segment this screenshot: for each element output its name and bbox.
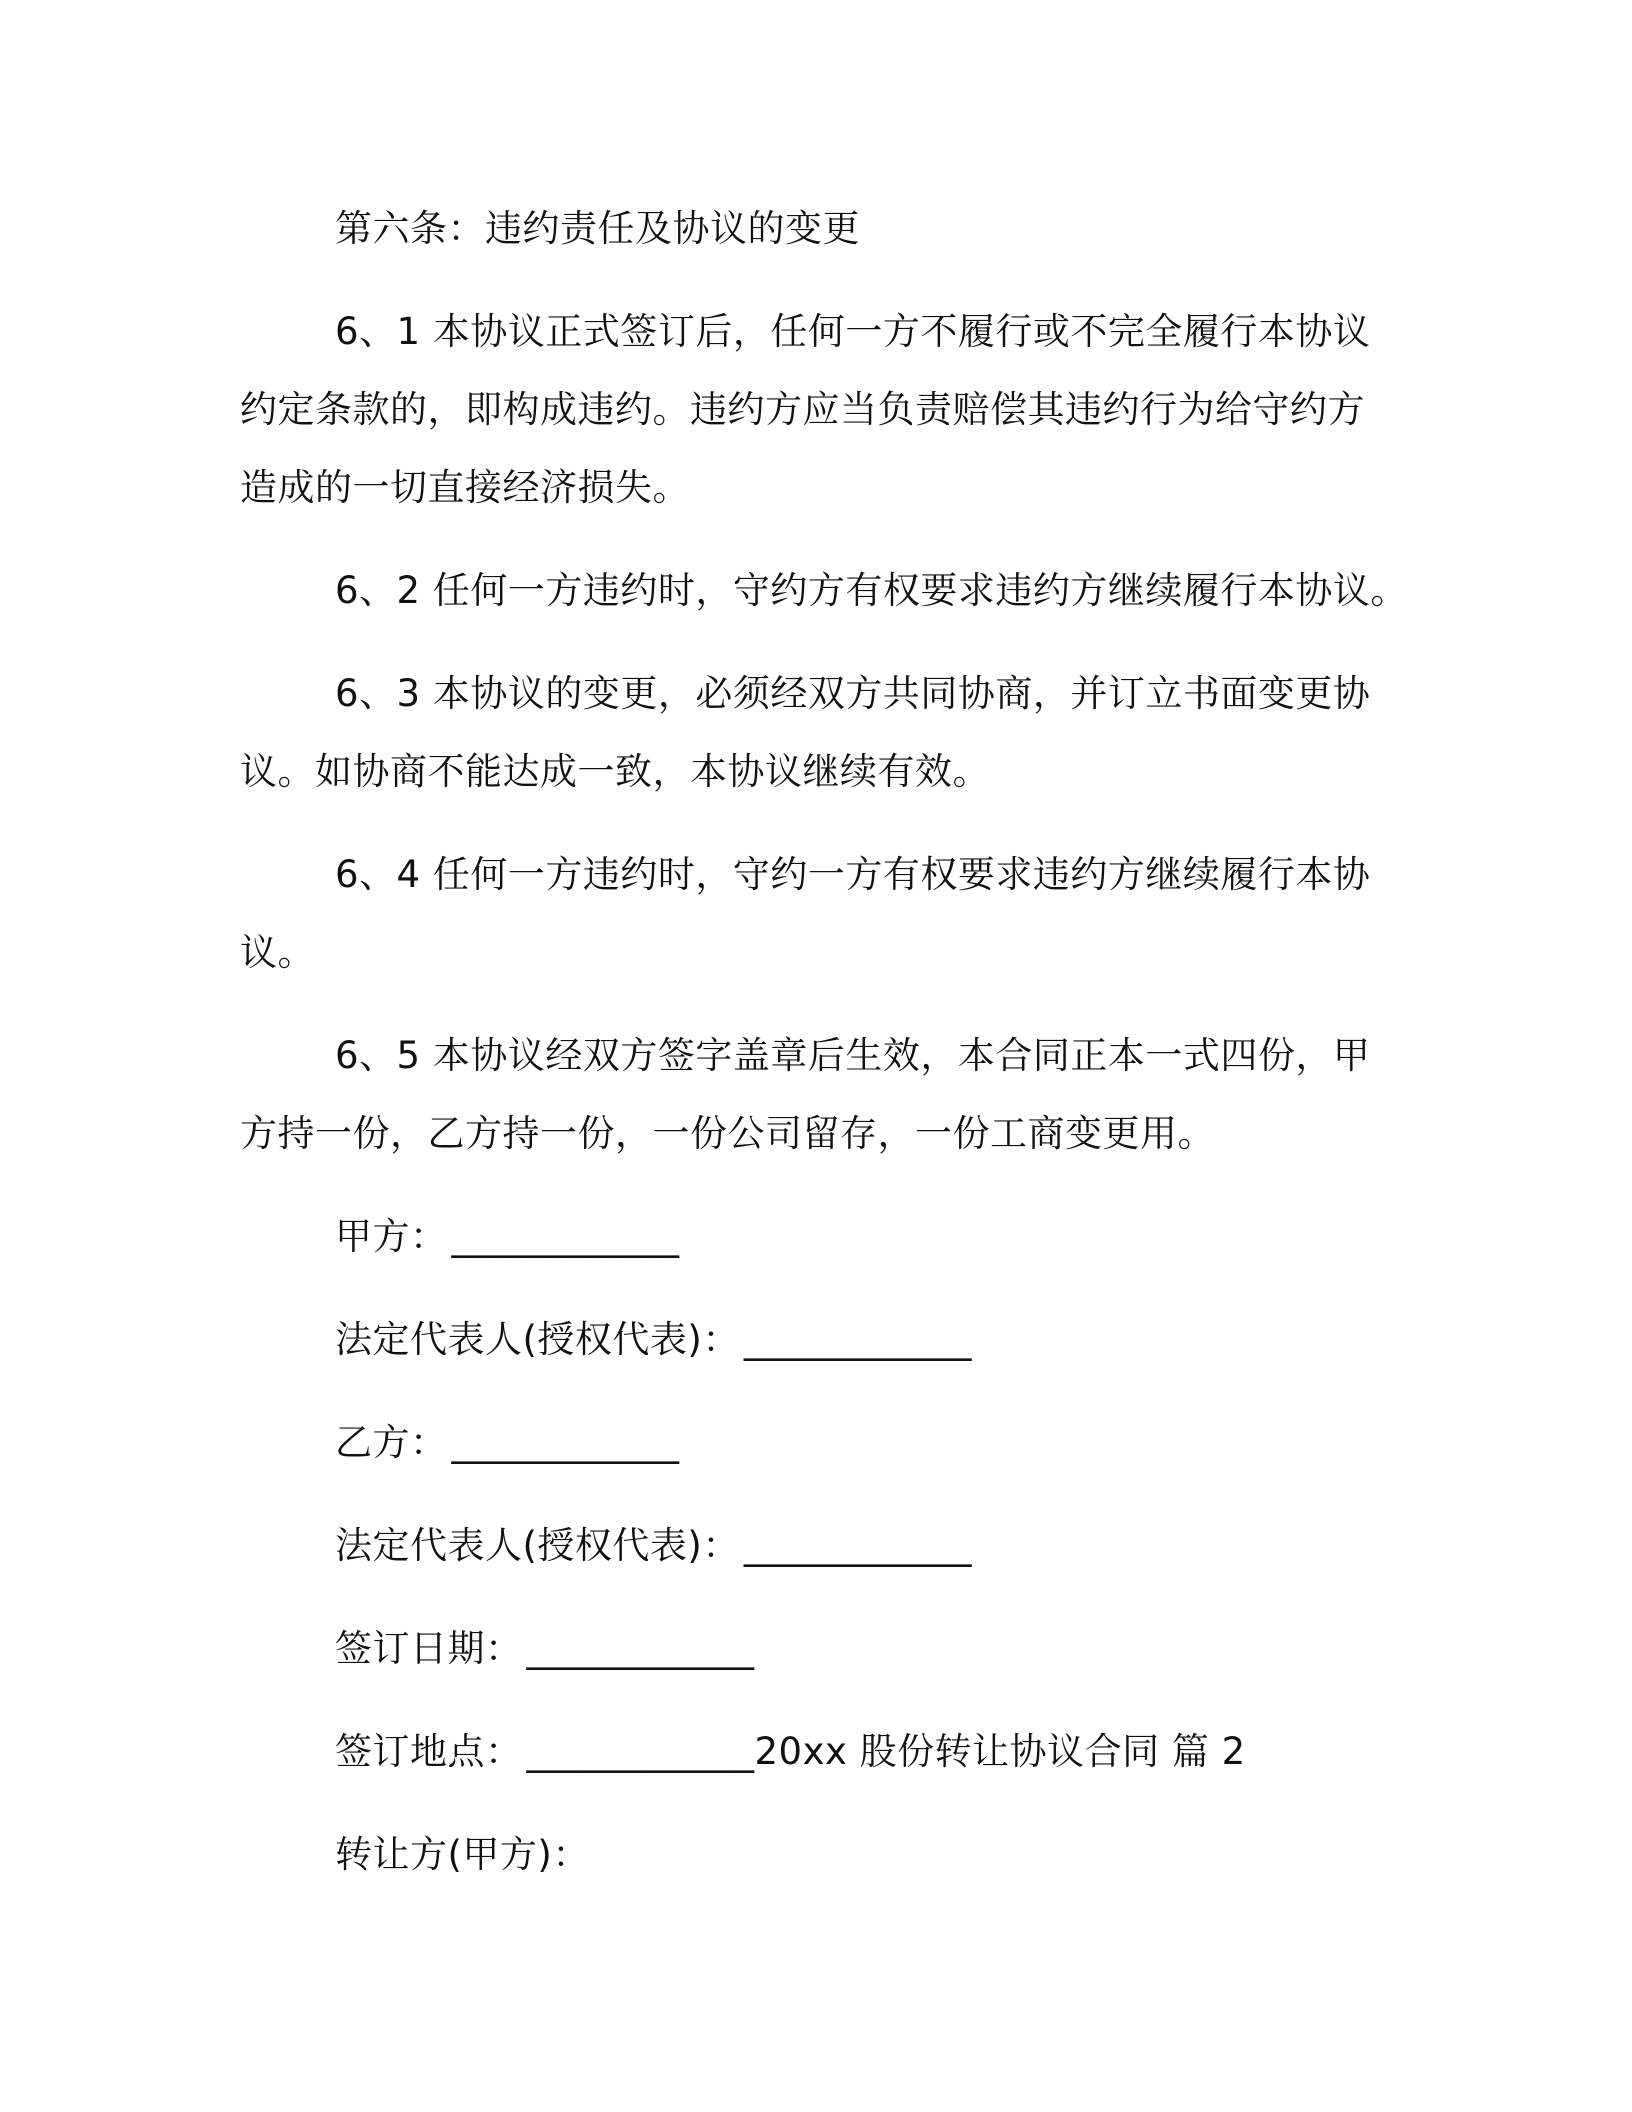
clause-6-1 (240, 293, 1370, 527)
article-heading: 第六条：违约责任及协议的变更 (335, 207, 860, 250)
clause-6-3 (240, 655, 1370, 811)
signature-field-party-b-representative (240, 1507, 1370, 1585)
field-blank: ____________ (451, 1421, 680, 1464)
clause-text-line: 造成的一切直接经济损失。 (240, 466, 690, 509)
clause-text-line: 方持一份，乙方持一份，一份公司留存，一份工商变更用。 (240, 1112, 1215, 1155)
field-label: 甲方： (335, 1215, 448, 1258)
field-blank: ____________ (451, 1215, 680, 1258)
field-label: 转让方(甲方)： (335, 1833, 590, 1876)
signature-field-party-b (240, 1404, 1370, 1482)
field-blank: ____________ (526, 1627, 755, 1670)
field-blank: ____________ (743, 1524, 972, 1567)
clause-text-line: 约定条款的，即构成违约。违约方应当负责赔偿其违约行为给守约方 (240, 388, 1365, 431)
signature-field-party-a-representative (240, 1301, 1370, 1379)
signature-field-transferor (240, 1816, 1370, 1894)
signature-field-place (240, 1713, 1370, 1791)
clause-6-4 (240, 836, 1370, 992)
field-label: 签订地点： (335, 1730, 523, 1773)
field-blank: ____________20xx 股份转让协议合同 篇 2 (526, 1730, 1246, 1773)
clause-text-line: 议。 (240, 931, 315, 974)
signature-field-party-a (240, 1198, 1370, 1276)
field-label: 法定代表人(授权代表)： (335, 1318, 740, 1361)
field-label: 乙方： (335, 1421, 448, 1464)
document-body (240, 190, 1408, 1919)
field-label: 签订日期： (335, 1627, 523, 1670)
clause-text-line: 6、4 任何一方违约时，守约一方有权要求违约方继续履行本协 (335, 853, 1371, 896)
clause-text-line: 6、2 任何一方违约时，守约方有权要求违约方继续履行本协议。 (335, 569, 1408, 612)
clause-6-2 (240, 552, 1408, 630)
signature-field-date (240, 1610, 1370, 1688)
clause-text-line: 6、5 本协议经双方签字盖章后生效，本合同正本一式四份，甲 (335, 1034, 1371, 1077)
clause-text-line: 议。如协商不能达成一致，本协议继续有效。 (240, 750, 990, 793)
clause-text-line: 6、3 本协议的变更，必须经双方共同协商，并订立书面变更协 (335, 672, 1371, 715)
clause-6-5 (240, 1017, 1370, 1173)
clause-text-line: 6、1 本协议正式签订后，任何一方不履行或不完全履行本协议 (335, 310, 1371, 353)
field-label: 法定代表人(授权代表)： (335, 1524, 740, 1567)
field-blank: ____________ (743, 1318, 972, 1361)
